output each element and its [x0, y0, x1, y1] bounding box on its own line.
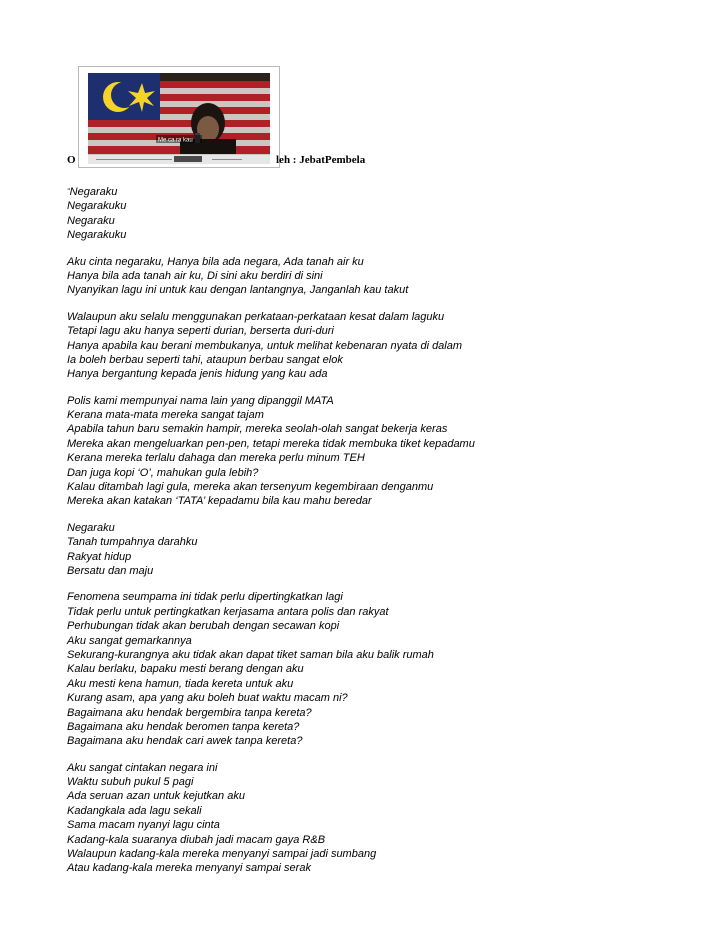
flag-singer-image	[88, 73, 270, 154]
lyric-line-text: Nyanyikan lagu ini untuk kau dengan lantangnya, Janganlah kau takut	[67, 284, 409, 297]
lyric-stanza	[67, 590, 717, 748]
video-caption: Me ca ra kau	[158, 137, 193, 144]
video-thumbnail[interactable]	[88, 73, 270, 154]
lyric-line	[67, 550, 717, 564]
lyric-line	[67, 367, 717, 381]
lyric-line	[67, 775, 717, 789]
lyric-line	[67, 228, 717, 242]
lyric-line-text: Bersatu dan maju	[67, 564, 154, 577]
lyric-line	[67, 590, 717, 604]
lyric-line	[67, 535, 717, 549]
lyric-line-text: Kalau berlaku, bapaku mesti berang dengan aku	[67, 663, 304, 676]
lyric-line-text: Aku cinta negaraku, Hanya bila ada negara, Ada tanah air ku	[67, 255, 364, 268]
lyric-line	[67, 394, 717, 408]
lyric-line	[67, 634, 717, 648]
lyric-line	[67, 619, 717, 633]
lyric-line-text: Negaraku	[67, 521, 115, 534]
lyric-line	[67, 789, 717, 803]
lyric-stanza	[67, 761, 717, 876]
lyric-line-text: Negaraku	[69, 186, 118, 198]
lyric-line-text: Tidak perlu untuk pertingkatkan kerjasama antara polis dan rakyat	[67, 605, 389, 618]
lyric-line-text: Kerana mereka terlalu dahaga dan mereka perlu minum TEH	[67, 452, 365, 465]
lyric-line	[67, 324, 717, 338]
lyric-line-text: Perhubungan tidak akan berubah dengan secawan kopi	[67, 620, 340, 633]
lyric-line-text: Rakyat hidup	[67, 550, 132, 563]
lyric-line	[67, 521, 717, 535]
lyric-line	[67, 833, 717, 847]
lyric-line-text: Atau kadang-kala mereka menyanyi sampai serak	[67, 862, 311, 875]
lyric-line-text: Kadangkala ada lagu sekali	[67, 804, 202, 817]
lyric-stanza	[67, 255, 717, 298]
lyric-line	[67, 214, 717, 228]
lyric-line	[67, 706, 717, 720]
lyric-line-text: Negaraku	[67, 214, 115, 227]
lyric-line-text: Fenomena seumpama ini tidak perlu dipertingkatkan lagi	[67, 591, 343, 604]
lyric-line	[67, 804, 717, 818]
lyric-line	[67, 847, 717, 861]
lyric-line-text: Aku sangat cintakan negara ini	[67, 761, 218, 774]
lyric-line	[67, 199, 717, 213]
lyric-line	[67, 648, 717, 662]
lyric-line	[67, 353, 717, 367]
lyric-line-text: Bagaimana aku hendak beromen tanpa kereta?	[67, 720, 300, 733]
lyric-line	[67, 564, 717, 578]
video-seek-track[interactable]	[96, 159, 172, 160]
lyric-line	[67, 437, 717, 451]
lyric-stanza	[67, 394, 717, 509]
lyric-line	[67, 691, 717, 705]
lyric-line-text: Sama macam nyanyi lagu cinta	[67, 819, 220, 832]
lyric-line-text: Polis kami mempunyai nama lain yang dipanggil MATA	[67, 394, 334, 407]
lyric-line-text: Hanya bila ada tanah air ku, Di sini aku berdiri di sini	[67, 269, 323, 282]
open-quote-mark: “	[67, 187, 70, 196]
lyric-line	[67, 185, 717, 199]
lyric-line	[67, 494, 717, 508]
video-volume-slider[interactable]	[212, 159, 242, 160]
song-title	[67, 154, 366, 166]
lyric-line-text: Apabila tahun baru semakin hampir, mereka seolah-olah sangat bekerja keras	[67, 423, 448, 436]
lyric-line-text: Walaupun kadang-kala mereka menyanyi sampai jadi sumbang	[67, 848, 377, 861]
lyric-line-text: Kalau ditambah lagi gula, mereka akan tersenyum kegembiraan denganmu	[67, 481, 434, 494]
lyric-line-text: Bagaimana aku hendak cari awek tanpa kereta?	[67, 735, 303, 748]
lyric-line	[67, 255, 717, 269]
lyric-line	[67, 310, 717, 324]
lyric-line	[67, 283, 717, 297]
lyric-line-text: Tetapi lagu aku hanya seperti durian, berserta duri-duri	[67, 325, 334, 338]
lyric-line	[67, 451, 717, 465]
lyric-line	[67, 269, 717, 283]
lyric-line-text: Ia boleh berbau seperti tahi, ataupun berbau sangat elok	[67, 353, 343, 366]
lyric-line	[67, 480, 717, 494]
lyric-line-text: Hanya apabila kau berani membukanya, untuk melihat kebenaran nyata di dalam	[67, 339, 463, 352]
lyric-line	[67, 720, 717, 734]
lyric-line	[67, 339, 717, 353]
video-player[interactable]	[78, 66, 280, 168]
lyric-line	[67, 818, 717, 832]
lyric-line	[67, 734, 717, 748]
lyric-stanza	[67, 521, 717, 579]
video-controls[interactable]	[88, 154, 270, 164]
lyric-line-text: Hanya bergantung kepada jenis hidung yang kau ada	[67, 368, 328, 381]
lyric-line	[67, 466, 717, 480]
lyric-line-text: Tanah tumpahnya darahku	[67, 536, 198, 549]
lyric-line-text: Kerana mata-mata mereka sangat tajam	[67, 409, 264, 422]
video-seek-handle[interactable]	[174, 156, 202, 162]
lyric-line	[67, 861, 717, 875]
lyric-line-text: Waktu subuh pukul 5 pagi	[67, 776, 194, 789]
lyric-line	[67, 761, 717, 775]
lyric-line	[67, 662, 717, 676]
lyric-line-text: Sekurang-kurangnya aku tidak akan dapat tiket saman bila aku balik rumah	[67, 648, 434, 661]
lyric-line-text: Ada seruan azan untuk kejutkan aku	[67, 790, 245, 803]
lyric-line-text: Negarakuku	[67, 200, 127, 213]
lyric-line-text: Bagaimana aku hendak bergembira tanpa kereta?	[67, 706, 312, 719]
lyric-line-text: Kurang asam, apa yang aku boleh buat waktu macam ni?	[67, 692, 348, 705]
lyric-line	[67, 677, 717, 691]
lyric-line	[67, 408, 717, 422]
lyric-line-text: Aku sangat gemarkannya	[67, 634, 192, 647]
lyric-line	[67, 605, 717, 619]
lyric-stanza	[67, 310, 717, 382]
title-lead: O	[67, 154, 76, 166]
lyric-line-text: Negarakuku	[67, 229, 127, 242]
lyric-line-text: Mereka akan mengeluarkan pen-pen, tetapi mereka tidak membuka tiket kepadamu	[67, 437, 475, 450]
lyric-line-text: Kadang-kala suaranya diubah jadi macam gaya R&B	[67, 833, 326, 846]
lyric-line-text: Mereka akan katakan ‘TATA’ kepadamu bila kau mahu beredar	[67, 495, 372, 508]
lyric-stanza	[67, 185, 717, 243]
title-author: leh : JebatPembela	[276, 154, 366, 166]
lyric-line	[67, 422, 717, 436]
lyric-line-text: Aku mesti kena hamun, tiada kereta untuk aku	[67, 677, 294, 690]
lyric-line-text: Dan juga kopi ‘O’, mahukan gula lebih?	[67, 466, 259, 479]
lyric-line-text: Walaupun aku selalu menggunakan perkataan-perkataan kesat dalam laguku	[67, 310, 445, 323]
lyrics-body	[67, 185, 717, 888]
